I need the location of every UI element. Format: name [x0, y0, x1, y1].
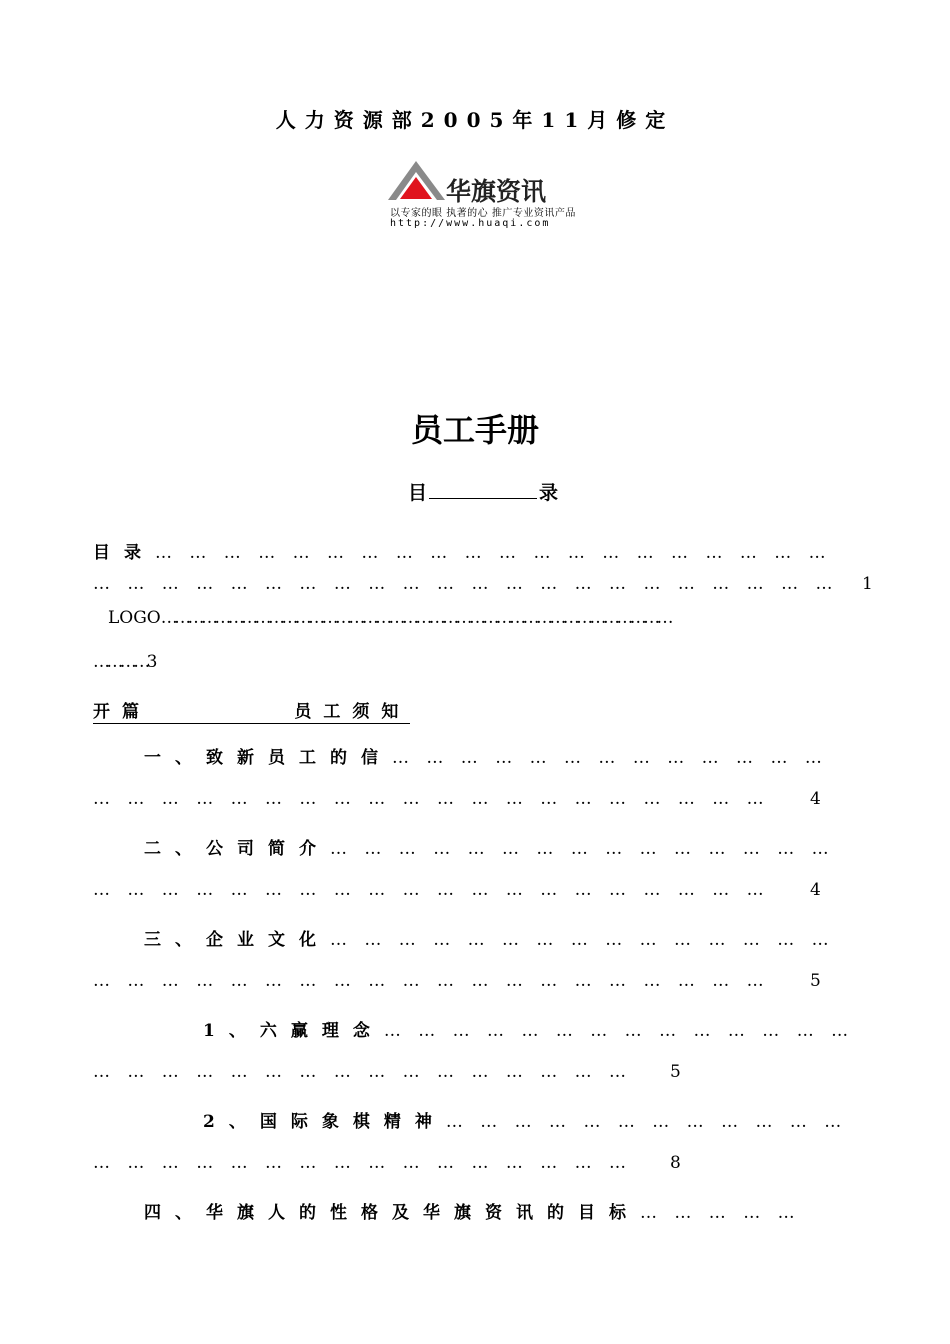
toc-entry-dots: … … … … … … … … … … … … … … … — [330, 839, 835, 859]
toc-entry-six-win[interactable] — [203, 1016, 854, 1041]
toc-entry-dots: … … … … … … … … … … … … … … … — [330, 930, 835, 950]
document-title: 员工手册 — [410, 411, 539, 449]
toc-heading-rule — [429, 480, 537, 499]
toc-entry-dots: … … … … … … … … … … … … … … … … … … … … — [93, 971, 770, 991]
toc-heading-left: 目 — [408, 482, 428, 504]
company-logo — [388, 160, 588, 232]
toc-entry-chess-spirit[interactable] — [203, 1107, 847, 1132]
logo-triangle-icon — [388, 160, 448, 202]
toc-entry-dots: … … … … … … … … … … … … … — [392, 748, 828, 768]
toc-entry-page: 8 — [670, 1153, 681, 1173]
toc-entry-page: 3 — [146, 652, 158, 672]
toc-entry-contents[interactable] — [93, 538, 832, 563]
logo-slogan: 以专家的眼 执著的心 推广专业资讯产品 — [390, 208, 576, 219]
toc-entry-character-goals[interactable] — [144, 1198, 801, 1223]
toc-entry-page: 4 — [810, 789, 821, 809]
toc-entry-page: 5 — [810, 971, 821, 991]
toc-entry-letter-cont — [93, 789, 770, 809]
toc-entry-dots: … … … … … … … … … … … … … … … … … … … … — [155, 543, 832, 563]
toc-entry-label: 2、国际象棋精神 — [203, 1112, 446, 1132]
toc-entry-profile-cont — [93, 880, 770, 900]
toc-entry-label: 四、华旗人的性格及华旗资讯的目标 — [144, 1203, 640, 1223]
toc-entry-dots: … … … … … … … … … … … … … … … … … … … … — [93, 880, 770, 900]
revision-note: 人力资源部2005年11月修定 — [275, 108, 675, 132]
toc-entry-dots: … … … … … … … … … … … … … … … … … … … … — [93, 789, 770, 809]
toc-entry-dots: … … … … … — [640, 1203, 801, 1223]
logo-url: http://www.huaqi.com — [390, 218, 551, 229]
toc-entry-dots: ………… — [93, 652, 147, 672]
toc-entry-chess-spirit-cont — [93, 1153, 632, 1173]
toc-entry-culture-cont — [93, 971, 770, 991]
toc-entry-label: 开篇 员工须知 — [93, 702, 411, 722]
logo-name: 华旗资讯 — [446, 177, 547, 206]
toc-entry-profile[interactable] — [144, 834, 835, 859]
toc-entry-letter[interactable] — [144, 743, 828, 768]
toc-entry-logo-cont — [93, 652, 157, 672]
toc-heading — [408, 478, 558, 505]
toc-entry-label: LOGO — [108, 608, 161, 628]
toc-entry-dots: … … … … … … … … … … … … … … — [383, 1021, 855, 1041]
toc-entry-dots: … … … … … … … … … … … … — [445, 1112, 848, 1132]
toc-entry-page: 5 — [670, 1062, 681, 1082]
toc-entry-label: 二、公司简介 — [144, 839, 330, 859]
toc-entry-page: 1 — [862, 574, 873, 594]
toc-heading-right: 录 — [539, 482, 559, 504]
toc-section-heading[interactable] — [93, 697, 410, 722]
toc-entry-contents-cont — [93, 574, 838, 594]
toc-entry-dots: … … … … … … … … … … … … … … … … — [93, 1153, 633, 1173]
toc-entry-label: 1、六赢理念 — [203, 1021, 384, 1041]
toc-entry-label: 三、企业文化 — [144, 930, 330, 950]
toc-entry-six-win-cont — [93, 1062, 632, 1082]
toc-entry-logo[interactable] — [108, 608, 670, 628]
toc-entry-dots: … … … … … … … … … … … … … … … … — [93, 1062, 633, 1082]
toc-entry-culture[interactable] — [144, 925, 835, 950]
toc-entry-page: 4 — [810, 880, 821, 900]
toc-entry-dots: …………………………………………………………………………………………………… — [160, 608, 670, 628]
toc-entry-label: 目录 — [93, 543, 155, 563]
toc-entry-label: 一、致新员工的信 — [144, 748, 392, 768]
toc-entry-dots: … … … … … … … … … … … … … … … … … … … … … … — [93, 574, 839, 594]
